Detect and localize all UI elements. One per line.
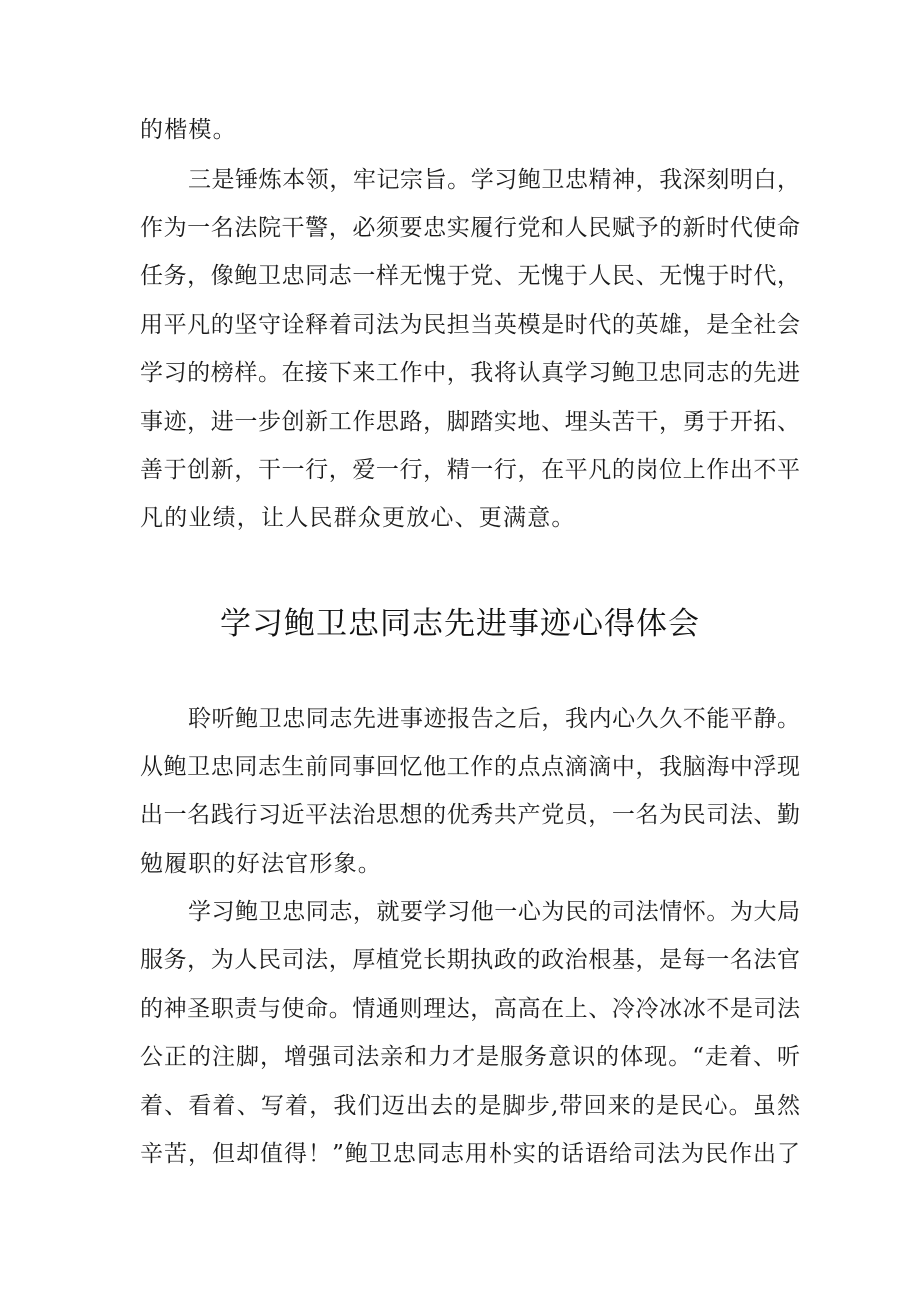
text-line: 出一名践行习近平法治思想的优秀共产党员，一名为民司法、勤	[140, 802, 800, 828]
text-line: 三是锤炼本领，牢记宗旨。学习鲍卫忠精神，我深刻明白，	[188, 167, 800, 193]
text-line: 服务，为人民司法，厚植党长期执政的政治根基，是每一名法官	[140, 947, 800, 973]
text-line: 作为一名法院干警，必须要忠实履行党和人民赋予的新时代使命	[140, 215, 800, 241]
text-line: 用平凡的坚守诠释着司法为民担当英模是时代的英雄，是全社会	[140, 312, 800, 338]
text-line: 善于创新，干一行，爱一行，精一行，在平凡的岗位上作出不平	[140, 457, 800, 483]
text-line: 凡的业绩，让人民群众更放心、更满意。	[140, 505, 576, 531]
text-line: 聆听鲍卫忠同志先进事迹报告之后，我内心久久不能平静。	[188, 706, 800, 732]
text-line: 事迹，进一步创新工作思路，脚踏实地、埋头苦干，勇于开拓、	[140, 409, 800, 435]
text-line: 任务，像鲍卫忠同志一样无愧于党、无愧于人民、无愧于时代，	[140, 263, 800, 289]
text-line: 辛苦，但却值得！”鲍卫忠同志用朴实的话语给司法为民作出了	[140, 1141, 800, 1167]
text-line: 公正的注脚，增强司法亲和力才是服务意识的体现。“走着、听	[140, 1044, 800, 1070]
text-line: 的楷模。	[140, 117, 237, 143]
text-line: 学习的榜样。在接下来工作中，我将认真学习鲍卫忠同志的先进	[140, 360, 800, 386]
text-line: 着、看着、写着，我们迈出去的是脚步,带回来的是民心。虽然	[140, 1093, 800, 1119]
text-line: 从鲍卫忠同志生前同事回忆他工作的点点滴滴中，我脑海中浮现	[140, 754, 800, 780]
text-line: 学习鲍卫忠同志，就要学习他一心为民的司法情怀。为大局	[188, 899, 800, 925]
text-line: 的神圣职责与使命。情通则理达，高高在上、冷冷冰冰不是司法	[140, 996, 800, 1022]
text-line: 勉履职的好法官形象。	[140, 851, 382, 877]
article-title: 学习鲍卫忠同志先进事迹心得体会	[220, 606, 700, 642]
